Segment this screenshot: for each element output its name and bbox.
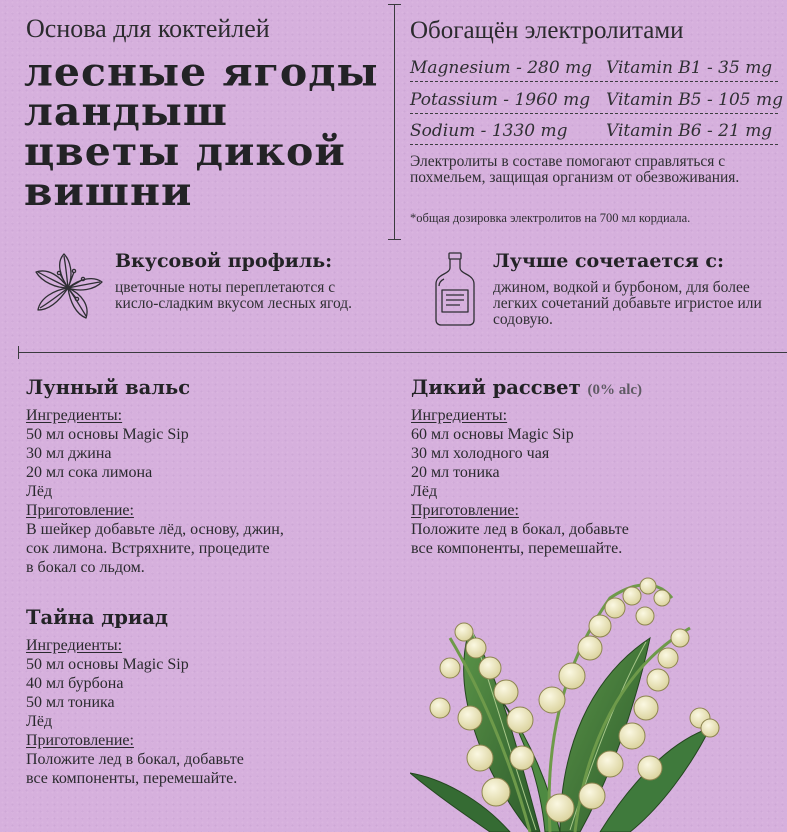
dashed-line bbox=[410, 112, 778, 114]
recipe-body bbox=[26, 636, 244, 788]
recipe-body bbox=[26, 406, 284, 577]
ingredient: 30 мл холодного чая bbox=[411, 445, 550, 462]
ingredient: 40 мл бурбона bbox=[26, 675, 124, 692]
ingredient: 20 мл тоника bbox=[411, 464, 500, 481]
lily-flower-icon bbox=[30, 250, 108, 326]
lily-of-the-valley-illustration bbox=[410, 568, 740, 832]
electrolytes-footnote: *общая дозировка электролитов на 700 мл кордиала. bbox=[410, 211, 691, 225]
ingredient: Лёд bbox=[26, 713, 53, 730]
electrolyte-item: Potassium - 1960 mg bbox=[410, 90, 591, 110]
prep-line: сок лимона. Встряхните, процедите bbox=[26, 540, 270, 557]
recipe-name: Дикий рассвет bbox=[411, 376, 581, 399]
ingredient: Лёд bbox=[26, 483, 53, 500]
subtitle: Основа для коктейлей bbox=[26, 14, 270, 43]
prep-line: все компоненты, перемешайте. bbox=[26, 770, 238, 787]
recipe-title: Тайна дриад bbox=[26, 606, 169, 629]
prep-line: В шейкер добавьте лёд, основу, джин, bbox=[26, 521, 284, 538]
prep-line: Положите лед в бокал, добавьте bbox=[26, 751, 244, 768]
electrolytes-title: Обогащён электролитами bbox=[410, 17, 684, 44]
electrolyte-item: Magnesium - 280 mg bbox=[410, 58, 593, 78]
electrolyte-item: Vitamin B1 - 35 mg bbox=[606, 58, 773, 78]
divider-cap bbox=[388, 4, 401, 5]
flavor-line: цветы дикой bbox=[24, 128, 346, 175]
dashed-line bbox=[410, 143, 778, 145]
recipe-title: Лунный вальс bbox=[26, 376, 191, 399]
prep-line: Положите лед в бокал, добавьте bbox=[411, 521, 629, 538]
ingredient: 50 мл тоника bbox=[26, 694, 115, 711]
prep-label: Приготовление: bbox=[411, 502, 519, 519]
pairing-text: джином, водкой и бурбоном, для более легких сочетаний добавьте игристое или содовую. bbox=[493, 279, 762, 328]
ingredient: 30 мл джина bbox=[26, 445, 112, 462]
pairing-title: Лучше сочетается с: bbox=[493, 250, 724, 272]
ingredient: 60 мл основы Magic Sip bbox=[411, 426, 574, 443]
electrolytes-note: Электролиты в составе помогают справляться с похмельем, защищая организм от обезвоживания. bbox=[410, 153, 740, 186]
prep-label: Приготовление: bbox=[26, 732, 134, 749]
profile-text: цветочные ноты переплетаются с кисло-сладким вкусом лесных ягод. bbox=[115, 279, 353, 312]
ingredient: 50 мл основы Magic Sip bbox=[26, 426, 189, 443]
divider-cap bbox=[18, 346, 19, 359]
ingredient: 50 мл основы Magic Sip bbox=[26, 656, 189, 673]
flavor-line: лесные ягоды bbox=[24, 49, 379, 95]
ingredient: Лёд bbox=[411, 483, 438, 500]
flavor-line: ландыш bbox=[24, 89, 228, 135]
flavor-line: вишни bbox=[24, 168, 193, 215]
recipe-body bbox=[411, 406, 629, 558]
prep-label: Приготовление: bbox=[26, 502, 134, 519]
electrolyte-item: Sodium - 1330 mg bbox=[410, 121, 568, 141]
ingredient: 20 мл сока лимона bbox=[26, 464, 153, 481]
divider-cap bbox=[388, 239, 401, 240]
profile-title: Вкусовой профиль: bbox=[115, 250, 333, 272]
horizontal-divider bbox=[18, 352, 787, 353]
ingredients-label: Ингредиенты: bbox=[26, 407, 123, 424]
recipe-title bbox=[411, 376, 642, 399]
dashed-line bbox=[410, 80, 778, 82]
prep-line: все компоненты, перемешайте. bbox=[411, 540, 623, 557]
ingredients-label: Ингредиенты: bbox=[26, 637, 123, 654]
prep-line: в бокал со льдом. bbox=[26, 559, 145, 576]
flavor-list bbox=[24, 49, 379, 215]
vertical-divider bbox=[394, 4, 395, 240]
electrolyte-item: Vitamin B5 - 105 mg bbox=[606, 90, 784, 110]
alc-badge: (0% alc) bbox=[587, 382, 643, 398]
electrolyte-item: Vitamin B6 - 21 mg bbox=[606, 121, 773, 141]
bottle-icon bbox=[430, 250, 480, 328]
ingredients-label: Ингредиенты: bbox=[411, 407, 508, 424]
